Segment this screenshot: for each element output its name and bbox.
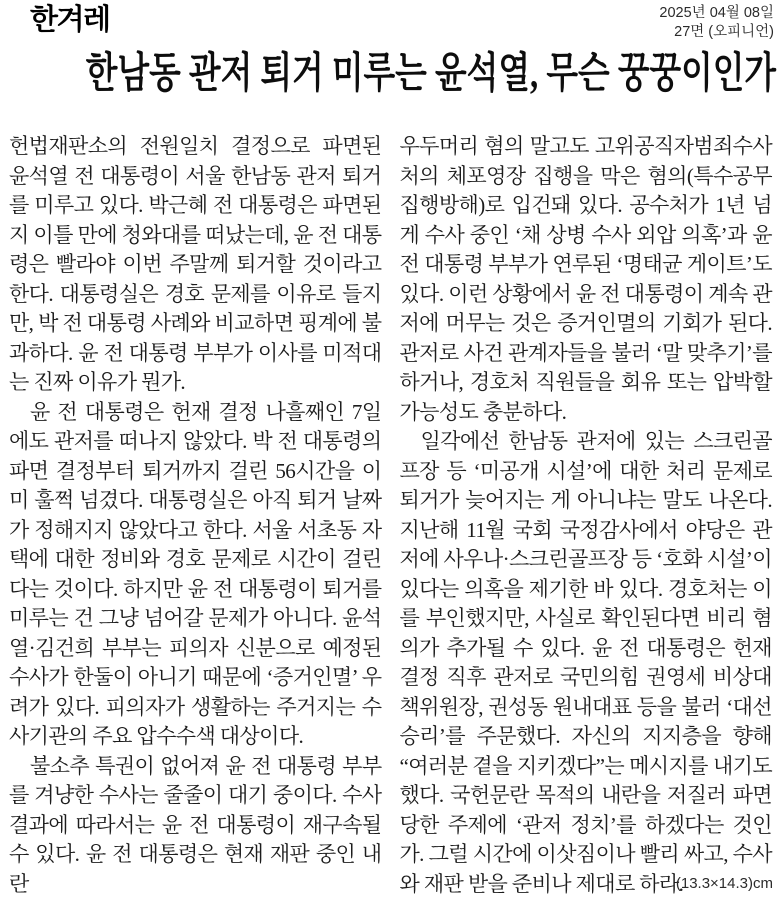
clipping-dimensions: (13.3×14.3)cm bbox=[675, 875, 773, 892]
left-column bbox=[9, 132, 382, 899]
article-headline: 한남동 관저 퇴거 미루는 윤석열, 무슨 꿍꿍이인가 bbox=[85, 51, 777, 97]
paragraph-2: 윤 전 대통령은 헌재 결정 나흘째인 7일에도 관저를 떠나지 않았다. 박 전 대통령의 파면 결정부터 퇴거까지 걸린 56시간을 이미 훌쩍 넘겼다. 대통령실은 아직 퇴거 날짜가 정해지지 않았다고 한다. 서울 서초동 자택에 대한 정비와 경호 문제로 시간이 걸린다는 것이다. 하지만 윤 전 대통령이 퇴거를 미루는 건 그냥 넘어갈 문제가 아니다. 윤석열·김건희 부부는 피의자 신분으로 예정된 수사가 한둘이 아니기 때문에 ‘증거인멸’ 우려가 있다. 피의자가 생활하는 주거지는 수사기관의 주요 압수수색 대상이다. bbox=[9, 399, 382, 748]
article-body bbox=[0, 132, 780, 899]
right-column bbox=[400, 132, 773, 899]
masthead bbox=[0, 0, 780, 47]
paragraph-3-start: 불소추 특권이 없어져 윤 전 대통령 부부를 겨냥한 수사는 줄줄이 대기 중이다. 수사 결과에 따라서는 윤 전 대통령이 재구속될 수 있다. 윤 전 대통령은 현재 재판 중인 내란 bbox=[9, 753, 382, 896]
paragraph-1: 헌법재판소의 전원일치 결정으로 파면된 윤석열 전 대통령이 서울 한남동 관저 퇴거를 미루고 있다. 박근혜 전 대통령은 파면된 지 이틀 만에 청와대를 떠났는데, 윤 전 대통령은 빨라야 이번 주말께 퇴거할 것이라고 한다. 대통령실은 경호 문제를 이유로 들지만, 박 전 대통령 사례와 비교하면 핑계에 불과하다. 윤 전 대통령 부부가 이사를 미적대는 진짜 이유가 뭔가. bbox=[9, 134, 382, 394]
paragraph-3-continued: 우두머리 혐의 말고도 고위공직자범죄수사처의 체포영장 집행을 막은 혐의(특수공무집행방해)로 입건돼 있다. 공수처가 1년 넘게 수사 중인 ‘채 상병 수사 외압 의혹’과 윤 전 대통령 부부가 연루된 ‘명태균 게이트’도 있다. 이런 상황에서 윤 전 대통령이 계속 관저에 머무는 것은 증거인멸의 기회가 된다. 관저로 사건 관계자들을 불러 ‘말 맞추기’를 하거나, 경호처 직원들을 회유 또는 압박할 가능성도 충분하다. bbox=[399, 134, 772, 424]
page-section-info: 27면 (오피니언) bbox=[674, 24, 774, 40]
date-block bbox=[659, 3, 774, 42]
publish-date: 2025년 04월 08일 bbox=[659, 5, 774, 21]
paragraph-4: 일각에선 한남동 관저에 있는 스크린골프장 등 ‘미공개 시설’에 대한 처리 문제로 퇴거가 늦어지는 게 아니냐는 말도 나온다. 지난해 11월 국회 국정감사에서 야당은 관저에 사우나·스크린골프장 등 ‘호화 시설’이 있다는 의혹을 제기한 바 있다. 경호처는 이를 부인했지만, 사실로 확인된다면 비리 혐의가 추가될 수 있다. 윤 전 대통령은 헌재 결정 직후 관저로 국민의힘 권영세 비상대책위원장, 권성동 원내대표 등을 불러 ‘대선 승리’를 주문했다. 자신의 지지층을 향해 “여러분 곁을 지키겠다”는 메시지를 내기도 했다. 국헌문란 목적의 내란을 저질러 파면당한 주제에 ‘관저 정치’를 하겠다는 것인가. 그럴 시간에 이삿짐이나 빨리 싸고, 수사와 재판 받을 준비나 제대로 하라. bbox=[399, 429, 772, 896]
hankyoreh-logo: 한겨레 bbox=[30, 2, 110, 36]
